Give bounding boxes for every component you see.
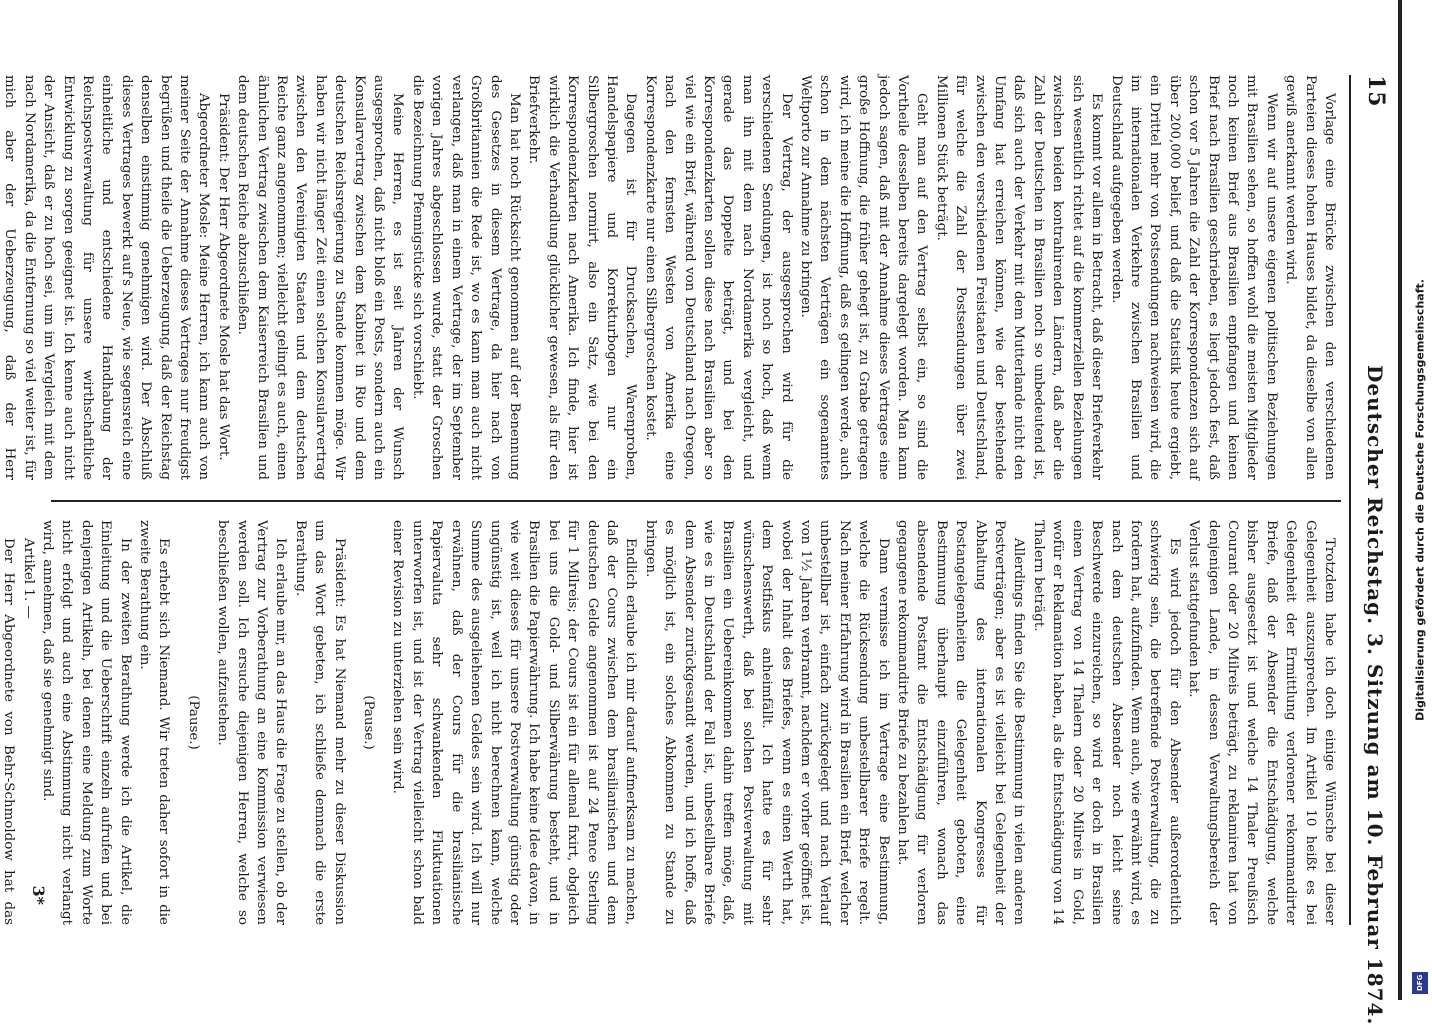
paragraph: Ich erlaube mir, an das Haus die Frage zu stellen, ob der Vertrag zur Vorberathung an eine Kommission verwiesen werden soll. Ich ersuche diejenigen Herren, welche so beschließen wollen, aufzustehen. [215, 520, 289, 926]
header-rule [1349, 75, 1351, 925]
paragraph: Es kommt vor allem in Betracht, daß dieser Briefverkehr sich wesentlich richtet auf die kommerziellen Beziehungen zwischen beiden kontrahirenden Ländern, daß aber die Zahl der Deutschen in Brasilien noch so unbedeutend ist, daß sich auch der Verkehr mit dem Mutterlande nicht den Umfang hat erreichen können, wie der bestehende zwischen den verschiedenen Freistaaten und Deutschland, für welche die Zahl der Postsendungen über zwei Millionen Stück beträgt. [933, 75, 1105, 480]
paragraph: Es erhebt sich Niemand. Wir treten daher sofort in die zweite Berathung ein. [137, 520, 172, 925]
credit-strip [1408, 0, 1432, 1000]
page-header [1353, 75, 1393, 1025]
paragraph: Geht man auf den Vertrag selbst ein, so sind die Vortheile desselben bereits dargelegt worden. Man kann jedoch sagen, daß mit der Annahme dieses Vertrages eine große Hoffnung, die früher gehegt ist, zu Grabe getragen wird, ich meine die Hoffnung, daß es gelingen werde, auch schon in dem nächsten Verträgen ein sogenanntes Weltporto zur Annahme zu bringen. [798, 75, 930, 480]
paragraph: Dann vermisse ich im Vertrage eine Bestimmung, welche die Rücksendung unbestellbarer Briefe regelt. Nach meiner Erfahrung wird in Brasilien ein Brief, welcher unbestellbar ist, einfach zurückgelegt und nach Verlauf von 1½ Jahren verbrannt, nachdem er vorher geöffnet ist, wobei der Inhalt des Briefes, wenn es einen Werth hat, dem Postfiskus anheimfällt. Ich hatte es für sehr wünschenswerth, daß bei solchen Postverwaltung mit Brasilien ein Uebereinkommen dahin treffen möge, daß, wie es in Deutschland der Fall ist, unbestellbare Briefe dem Absender zurückgesandt werden, und ich hoffe, daß es möglich ist, ein solches Abkommen zu Stande zu bringen. [642, 520, 891, 925]
paragraph: Man hat noch Rücksicht genommen auf der Benennung des Gesetzes in diesem Vertrage, da hier nach von Großbritannien die Rede ist, wo es kann man auch nicht verlangen, daß man in einem Vertrage, der im September vorigen Jahres abgeschlossen wurde, statt der Groschen die Bezeichnung Pfennigstücke sich vorschiebt. [409, 75, 522, 480]
paragraph: Wenn wir auf unsere eigenen politischen Beziehungen mit Brasilien sehen, so hoffen wohl die meisten Mitglieder noch keinen Brief aus Brasilien empfangen und keinen Brief nach Brasilien geschrieben, es liegt jedoch fest, daß schon vor 5 Jahren die Zahl der Korrespondenzen sich auf über 200,000 belief, und daß die Statistik heute ergiebt, ein Drittel mehr von Postsendungen nachweisen wird, die im internationalen Verkehre zwischen Brasilien und Deutschland aufgegeben werden. [1108, 75, 1279, 480]
paragraph: Allerdings finden Sie die Bestimmung in vielen anderen Postverträgen; aber es ist vielleicht bei Gelegenheit der Abhaltung des internationalen Kongresses für Postangelegenheiten die Gelegenheit geboten, eine Bestimmung überhaupt einzuführen, wonach das absendende Postamt die Entschädigung für verloren gegangene rekommandirte Briefe zu bezahlen hat. [895, 520, 1027, 925]
paragraph: Der Vertrag, der ausgesprochen wird für die verschiedenen Sendungen, ist noch so hoch, daß wenn man ihn mit dem nach Nordamerika vergleicht, und gerade das Doppelte beträgt, und bei den Korrespondenzkarten sollen diese nach Brasilien aber so viel wie ein Brief, während von Deutschland nach Oregon, nach den fernsten Westen von Amerika eine Korrespondenzkarte nur einen Silbergroschen kostet. [642, 75, 794, 480]
rotated-print-sheet [1, 35, 1411, 1025]
paragraph: In der zweiten Berathung werde ich die Artikel, die Einleitung und die Ueberschrift einzeln aufrufen und bei denjenigen Artikeln, bei denen eine Meldung zum Worte nicht erfolgt und auch eine Abstimmung nicht verlangt wird, annehmen, daß sie genehmigt sind. [40, 520, 133, 925]
signature-mark: 3* [29, 885, 48, 905]
paragraph: Artikel 1. — [20, 538, 36, 619]
running-title: Deutscher Reichstag. 3. Sitzung am 10. Februar 1874. [1363, 365, 1387, 1025]
paragraph: Es wird jedoch für den Absender außerordentlich schwierig sein, die betreffende Postverwaltung, die zu fordern hat, aufzufinden. Wenn auch, wie erwähnt wird, es nach dem deutschen Absender noch leicht seine Beschwerde einzureichen, so wird er doch in Brasilien einen Vertrag von 14 Thalern oder 20 Milreis in Gold, wofür er Reklamation haben, als die Entschädigung von 14 Thalern beträgt. [1030, 520, 1182, 925]
dfg-logo: DFG [1412, 972, 1428, 994]
page-number: 15 [1363, 75, 1389, 108]
paragraph: Trotzdem habe ich doch einige Wünsche bei dieser Gelegenheit auszusprechen. Im Artikel 10 heißt es bei Gelegenheit der Ermittlung verlorener rekommandirter Briefe, daß der Absender die Entschädigung, welche bisher ausgesetzt ist und welche 14 Thaler Preußisch Courant oder 20 Milreis beträgt, zu reklamiren hat von denjenigen Lande, in dessen Verwaltungsbereich der Verlust stattgefunden hat. [1186, 520, 1337, 925]
stage-note: (Pause.) [361, 695, 377, 750]
paragraph: Präsident: Der Herr Abgeordnete Mosle hat das Wort. [215, 93, 231, 461]
right-text-column [1, 520, 1339, 926]
left-text-column [2, 75, 1339, 480]
paragraph: Abgeordneter Mosle: Meine Herren, ich kann auch von meiner Seite der Annahme dieses Vertrages nur freudigst begrüßen und theile die Ueberzeugung, daß der Reichstag denselben einstimmig genehmigen wird. Der Abschluß dieses Vertrages bewerkt auf's Neue, wie segensreich eine einheitliche und entschiedene Handhabung der Reichspostverwaltung für unsere wirthschaftliche Entwicklung zu sorgen geeignet ist. Ich kenne auch nicht der Ansicht, daß er zu hoch sei, um im Vergleich mit dem nach Nordamerika, da die Entfernung so viel weiter ist, für mich aber der Ueberzeugung, daß der Herr [2, 75, 212, 480]
column-divider [51, 500, 1341, 502]
credit-text: Digitalisierung gefördert durch die Deutsche Forschungsgemeinschaft. [1413, 279, 1427, 721]
paragraph: Dagegen ist für Drucksachen, Warenproben, Handelspapiere und Korrekturbogen nur ein Silbergroschen normirt, also ein Satz, wie bei den Korrespondenzkarten nach Amerika. Ich finde, hier ist wirklich die Verhandlung glücklicher gewesen, als für den Briefverkehr. [526, 75, 639, 480]
scan-edge [1398, 0, 1402, 1000]
paragraph: Meine Herren, es ist seit Jahren der Wunsch ausgesprochen, daß nicht bloß ein Posts, sondern auch ein Konsularvertrag zwischen dem Kabinet in Rio und dem deutschen Reichsregierung zu Stande kommen möge. Wir haben wir nicht länger Zeit einen solchen Konsularvertrag zwischen den Vereinigten Staaten und dem deutschen Reiche ganz angenommen; vielleicht gelingt es auch, einen ähnlichen Vertrag zwischen dem Kaiserreich Brasilien und dem deutschen Reiche abzuschließen. [235, 75, 406, 480]
paragraph: Präsident: Es hat Niemand mehr zu dieser Diskussion um das Wort gebeten, ich schließe demnach die erste Berathung. [292, 520, 347, 925]
paragraph: Der Herr Abgeordnete von Behr-Schmoldow hat das [1, 538, 17, 925]
paragraph: Vorlage eine Brücke zwischen den verschiedenen Parteien dieses hohen Hauses bildet, da dieselbe von allen gewiß anerkannt werden wird. [1283, 75, 1337, 480]
stage-note: (Pause.) [185, 695, 201, 750]
paragraph: Endlich erlaube ich mir darauf aufmerksam zu machen, daß der Cours zwischen dem brasilianischen und dem deutschen Gelde angenommen ist auf 24 Pence Sterling für 1 Milreis; der Cours ist ein für allemal fixirt, obgleich bei uns die Gold- und Silberwährung besteht, und in Brasilien die Papierwährung. Ich habe keine Idee davon, in wie weit dieses für unsere Postverwaltung günstig oder ungünstig ist, weil ich nicht berechnen kann, welche Summe des ausgeliehenen Geldes sein wird. Ich will nur erwähnen, daß der Cours für die brasilianische Papiervaluta sehr schwankenden Fluktuationen unterworfen ist, und ist der Vertrag vielleicht schon bald einer Revision zu unterziehen sein wird. [390, 520, 639, 925]
